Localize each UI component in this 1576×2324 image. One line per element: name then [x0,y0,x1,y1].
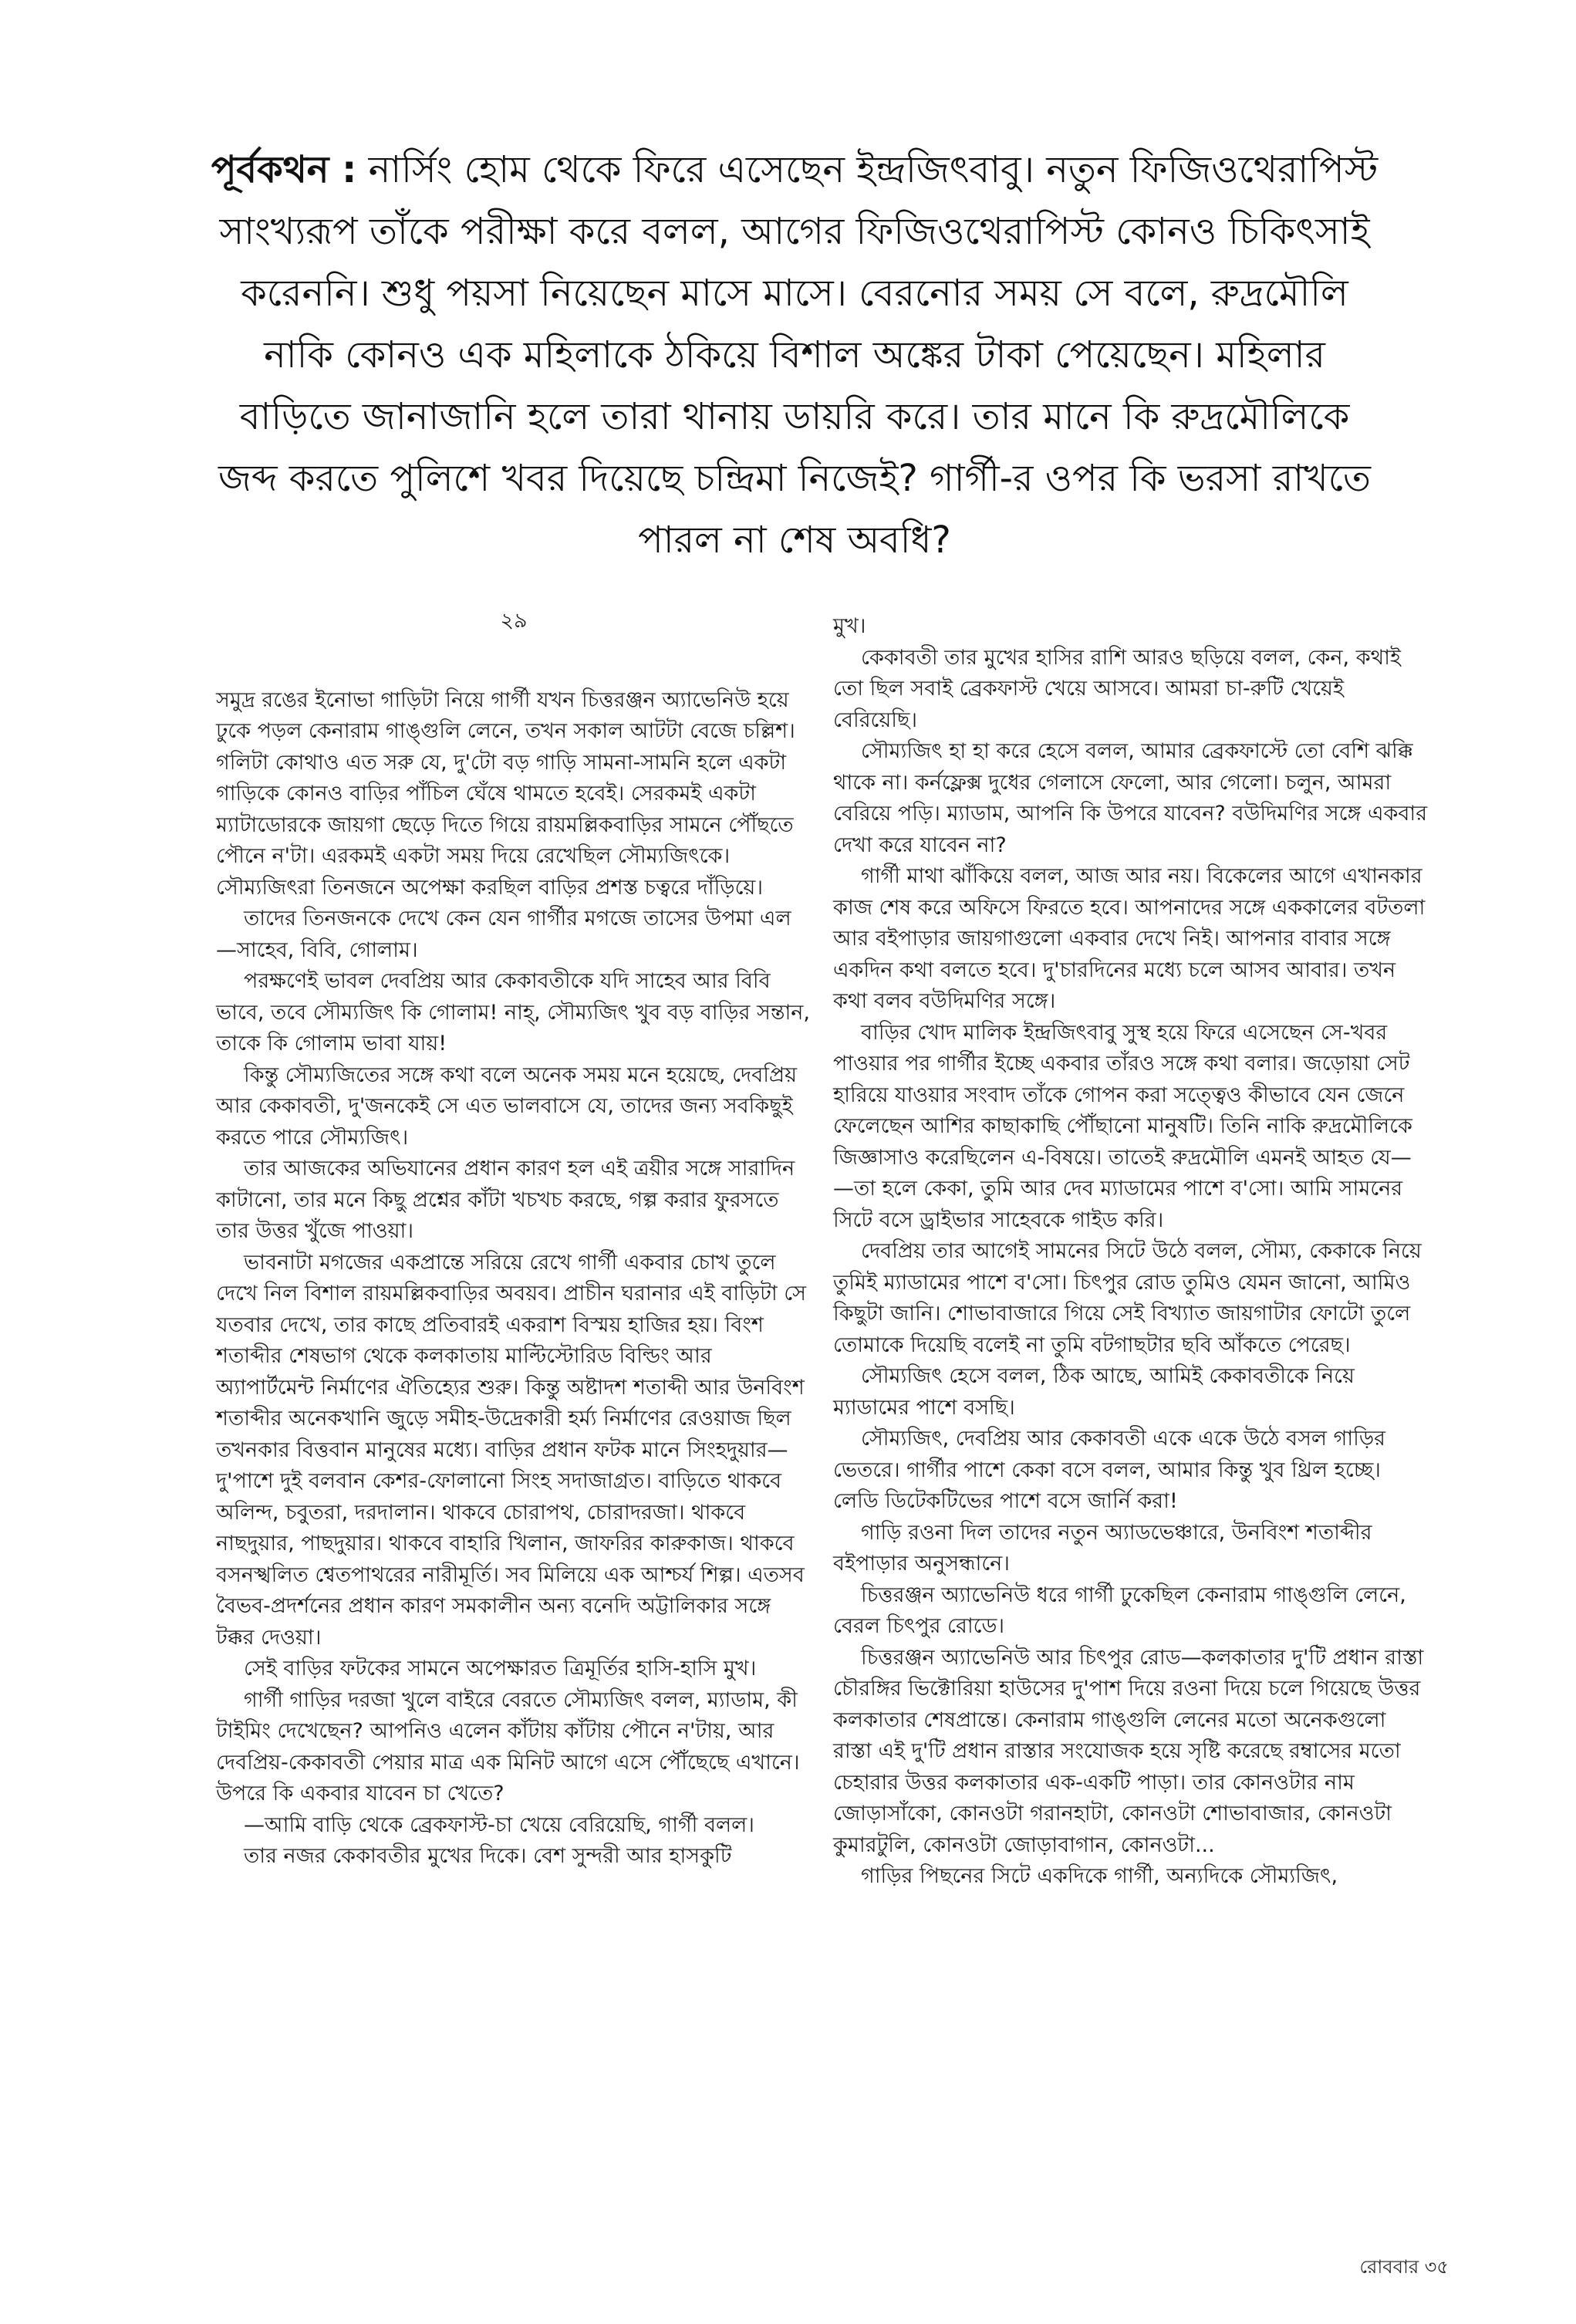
recap-box [208,139,1381,571]
paragraph: চিত্তরঞ্জন অ্যাভেনিউ আর চিৎপুর রোড—কলকাতার দু'টি প্রধান রাস্তা চৌরঙ্গির ভিক্টোরিয়া হাউসের দু'পাশ দিয়ে রওনা দিয়ে চলে গিয়েছে উত্তর কলকাতার শেষপ্রান্তে। কেনারাম গাঙ্গুলি লেনের মতো অনেকগুলো রাস্তা এই দু'টি প্রধান রাস্তার সংযোজক হয়ে সৃষ্টি করেছে রম্বাসের মতো চেহারার উত্তর কলকাতার এক-একটি পাড়া। তার কোনওটার নাম জোড়াসাঁকো, কোনওটা গরানহাটা, কোনওটা শোভাবাজার, কোনওটা কুমারটুলি, কোনওটা জোড়াবাগান, কোনওটা... [833,1645,1424,1857]
page-footer: রোববার ৩৫ [1359,2256,1449,2278]
paragraph: সমুদ্র রঙের ইনোভা গাড়িটা নিয়ে গার্গী যখন চিত্তরঞ্জন অ্যাভেনিউ হয়ে ঢুকে পড়ল কেনারাম গাঙ্গুলি লেনে, তখন সকাল আটটা বেজে চল্লিশ। গলিটা কোথাও এত সরু যে, দু'টো বড় গাড়ি সামনা-সামনি হলে একটা গাড়িকে কোনও বাড়ির পাঁচিল ঘেঁষে থামতে হবেই। সেরকমই একটা ম্যাটাডোরকে জায়গা ছেড়ে দিতে গিয়ে রায়মল্লিকবাড়ির সামনে পৌঁছতে পৌনে ন'টা। এরকমই একটা সময় দিয়ে রেখেছিল সৌম্যজিৎকে। সৌম্যজিৎরা তিনজনে অপেক্ষা করছিল বাড়ির প্রশস্ত চত্বরে দাঁড়িয়ে। [216,687,795,900]
paragraph: দেবপ্রিয় তার আগেই সামনের সিটে উঠে বলল, সৌম্য, কেকাকে নিয়ে তুমিই ম্যাডামের পাশে ব'সো। চিৎপুর রোড তুমিও যেমন জানো, আমিও কিছুটা জানি। শোভাবাজারে গিয়ে সেই বিখ্যাত জায়গাটার ফোটো তুলে তোমাকে দিয়েছি বলেই না তুমি বটগাছটার ছবি আঁকতে পেরেছ। [833,1239,1422,1357]
right-column [833,611,1429,1893]
paragraph: গার্গী গাড়ির দরজা খুলে বাইরে বেরতে সৌম্যজিৎ বলল, ম্যাডাম, কী টাইমিং দেখেছেন? আপনিও এলেন কাঁটায় কাঁটায় পৌনে ন'টায়, আর দেবপ্রিয়-কেকাবতী পেয়ার মাত্র এক মিনিট আগে এসে পৌঁছেছে এখানে। উপরে কি একবার যাবেন চা খেতে? [216,1687,800,1805]
paragraph: সৌম্যজিৎ হেসে বলল, ঠিক আছে, আমিই কেকাবতীকে নিয়ে ম্যাডামের পাশে বসছি। [833,1364,1355,1420]
paragraph: গাড়ি রওনা দিল তাদের নতুন অ্যাডভেঞ্চারে, উনবিংশ শতাব্দীর বইপাড়ার অনুসন্ধানে। [833,1520,1372,1576]
paragraph: তাদের তিনজনকে দেখে কেন যেন গার্গীর মগজে তাসের উপমা এল—সাহেব, বিবি, গোলাম। [216,907,791,962]
left-column [216,606,812,1873]
paragraph: ভাবনাটা মগজের একপ্রান্তে সরিয়ে রেখে গার্গী একবার চোখ তুলে দেখে নিল বিশাল রায়মল্লিকবাড়ির অবয়ব। প্রাচীন ঘরানার এই বাড়িটা সে যতবার দেখে, তার কাছে প্রতিবারই একরাশ বিস্ময় হাজির হয়। বিংশ শতাব্দীর শেষভাগ থেকে কলকাতায় মাল্টিস্টোরিড বিল্ডিং আর অ্যাপার্টমেন্ট নির্মাণের ঐতিহ্যের শুরু। কিন্তু অষ্টাদশ শতাব্দী আর উনবিংশ শতাব্দীর অনেকখানি জুড়ে সমীহ-উদ্রেকারী হর্ম্য নির্মাণের রেওয়াজ ছিল তখনকার বিত্তবান মানুষের মধ্যে। বাড়ির প্রধান ফটক মানে সিংহদুয়ার—দু'পাশে দুই বলবান কেশর-ফোলানো সিংহ সদাজাগ্রত। বাড়িতে থাকবে অলিন্দ, চবুতরা, দরদালান। থাকবে চোরাপথ, চোরাদরজা। থাকবে নাছদুয়ার, পাছদুয়ার। থাকবে বাহারি খিলান, জাফরির কারুকাজ। থাকবে বসনস্খলিত শ্বেতপাথরের নারীমূর্তি। সব মিলিয়ে এক আশ্চর্য শিল্প। এতসব বৈভব-প্রদর্শনের প্রধান কারণ সমকালীন অন্য বনেদি অট্টালিকার সঙ্গে টক্কর দেওয়া। [216,1250,807,1650]
paragraph: —আমি বাড়ি থেকে ব্রেকফাস্ট-চা খেয়ে বেরিয়েছি, গার্গী বলল। [244,1812,754,1837]
paragraph: সৌম্যজিৎ হা হা করে হেসে বলল, আমার ব্রেকফাস্টে তো বেশি ঝক্কি থাকে না। কর্নফ্লেক্স দুধের গেলাসে ফেলো, আর গেলো। চলুন, আমরা বেরিয়ে পড়ি। ম্যাডাম, আপনি কি উপরে যাবেন? বউদিমণির সঙ্গে একবার দেখা করে যাবেন না? [833,739,1428,857]
paragraph: পরক্ষণেই ভাবল দেবপ্রিয় আর কেকাবতীকে যদি সাহেব আর বিবি ভাবে, তবে সৌম্যজিৎ কি গোলাম! নাহ্, সৌম্যজিৎ খুব বড় বাড়ির সন্তান, তাকে কি গোলাম ভাবা যায়! [216,969,810,1056]
paragraph: চিত্তরঞ্জন অ্যাভেনিউ ধরে গার্গী ঢুকেছিল কেনারাম গাঙ্গুলি লেনে, বেরল চিৎপুর রোডে। [833,1583,1406,1638]
recap-label: পূর্বকথন : [211,148,357,191]
paragraph: সৌম্যজিৎ, দেবপ্রিয় আর কেকাবতী একে একে উঠে বসল গাড়ির ভেতরে। গার্গীর পাশে কেকা বসে বলল, আমার কিন্তু খুব থ্রিল হচ্ছে। লেডি ডিটেকটিভের পাশে বসে জার্নি করা! [833,1427,1385,1513]
paragraph: মুখ। [833,614,866,638]
chapter-number: ২৯ [500,609,528,633]
paragraph: গার্গী মাথা ঝাঁকিয়ে বলল, আজ আর নয়। বিকেলের আগে এখানকার কাজ শেষ করে অফিসে ফিরতে হবে। আপনাদের সঙ্গে এককালের বটতলা আর বইপাড়ার জায়গাগুলো একবার দেখে নিই। আপনার বাবার সঙ্গে একদিন কথা বলতে হবে। দু'চারদিনের মধ্যে চলে আসব আবার। তখন কথা বলব বউদিমণির সঙ্গে। [833,864,1426,1013]
paragraph: গাড়ির পিছনের সিটে একদিকে গার্গী, অন্যদিকে সৌম্যজিৎ, [861,1864,1338,1888]
paragraph: কিন্তু সৌম্যজিতের সঙ্গে কথা বলে অনেক সময় মনে হয়েছে, দেবপ্রিয় আর কেকাবতী, দু'জনকেই সে এত ভালবাসে যে, তাদের জন্য সবকিছুই করতে পারে সৌম্যজিৎ। [216,1062,798,1150]
paragraph: —তা হলে কেকা, তুমি আর দেব ম্যাডামের পাশে ব'সো। আমি সামনের সিটে বসে ড্রাইভার সাহেবকে গাইড করি। [833,1177,1403,1232]
paragraph: তার আজকের অভিযানের প্রধান কারণ হল এই ত্রয়ীর সঙ্গে সারাদিন কাটানো, তার মনে কিছু প্রশ্নের কাঁটা খচখচ করছে, গল্প করার ফুরসতে তার উত্তর খুঁজে পাওয়া। [216,1157,795,1243]
paragraph: সেই বাড়ির ফটকের সামনে অপেক্ষারত ত্রিমূর্তির হাসি-হাসি মুখ। [244,1657,757,1681]
paragraph: কেকাবতী তার মুখের হাসির রাশি আরও ছড়িয়ে বলল, কেন, কথাই তো ছিল সবাই ব্রেকফাস্ট খেয়ে আসবে। আমরা চা-রুটি খেয়েই বেরিয়েছি। [833,645,1401,732]
paragraph: তার নজর কেকাবতীর মুখের দিকে। বেশ সুন্দরী আর হাসকুটি [244,1844,732,1868]
paragraph: বাড়ির খোদ মালিক ইন্দ্রজিৎবাবু সুস্থ হয়ে ফিরে এসেছেন সে-খবর পাওয়ার পর গার্গীর ইচ্ছে একবার তাঁরও সঙ্গে কথা বলার। জড়োয়া সেট হারিয়ে যাওয়ার সংবাদ তাঁকে গোপন করা সত্ত্বেও কীভাবে যেন জেনে ফেলেছেন আশির কাছাকাছি পৌঁছানো মানুষটি। তিনি নাকি রুদ্রমৌলিকে জিজ্ঞাসাও করেছিলেন এ-বিষয়ে। তাতেই রুদ্রমৌলি এমনই আহত যে— [833,1020,1412,1170]
recap-text: নার্সিং হোম থেকে ফিরে এসেছেন ইন্দ্রজিৎবাবু। নতুন ফিজিওথেরাপিস্ট সাংখ্যরূপ তাঁকে পরীক্ষা করে বলল, আগের ফিজিওথেরাপিস্ট কোনও চিকিৎসাই করেননি। শুধু পয়সা নিয়েছেন মাসে মাসে। বেরনোর সময় সে বলে, রুদ্রমৌলি নাকি কোনও এক মহিলাকে ঠকিয়ে বিশাল অঙ্কের টাকা পেয়েছেন। মহিলার বাড়িতে জানাজানি হলে তারা থানায় ডায়রি করে। তার মানে কি রুদ্রমৌলিকে জব্দ করতে পুলিশে খবর দিয়েছে চন্দ্রিমা নিজেই? গার্গী-র ওপর কি ভরসা রাখতে পারল না শেষ অবধি? [218,148,1379,562]
